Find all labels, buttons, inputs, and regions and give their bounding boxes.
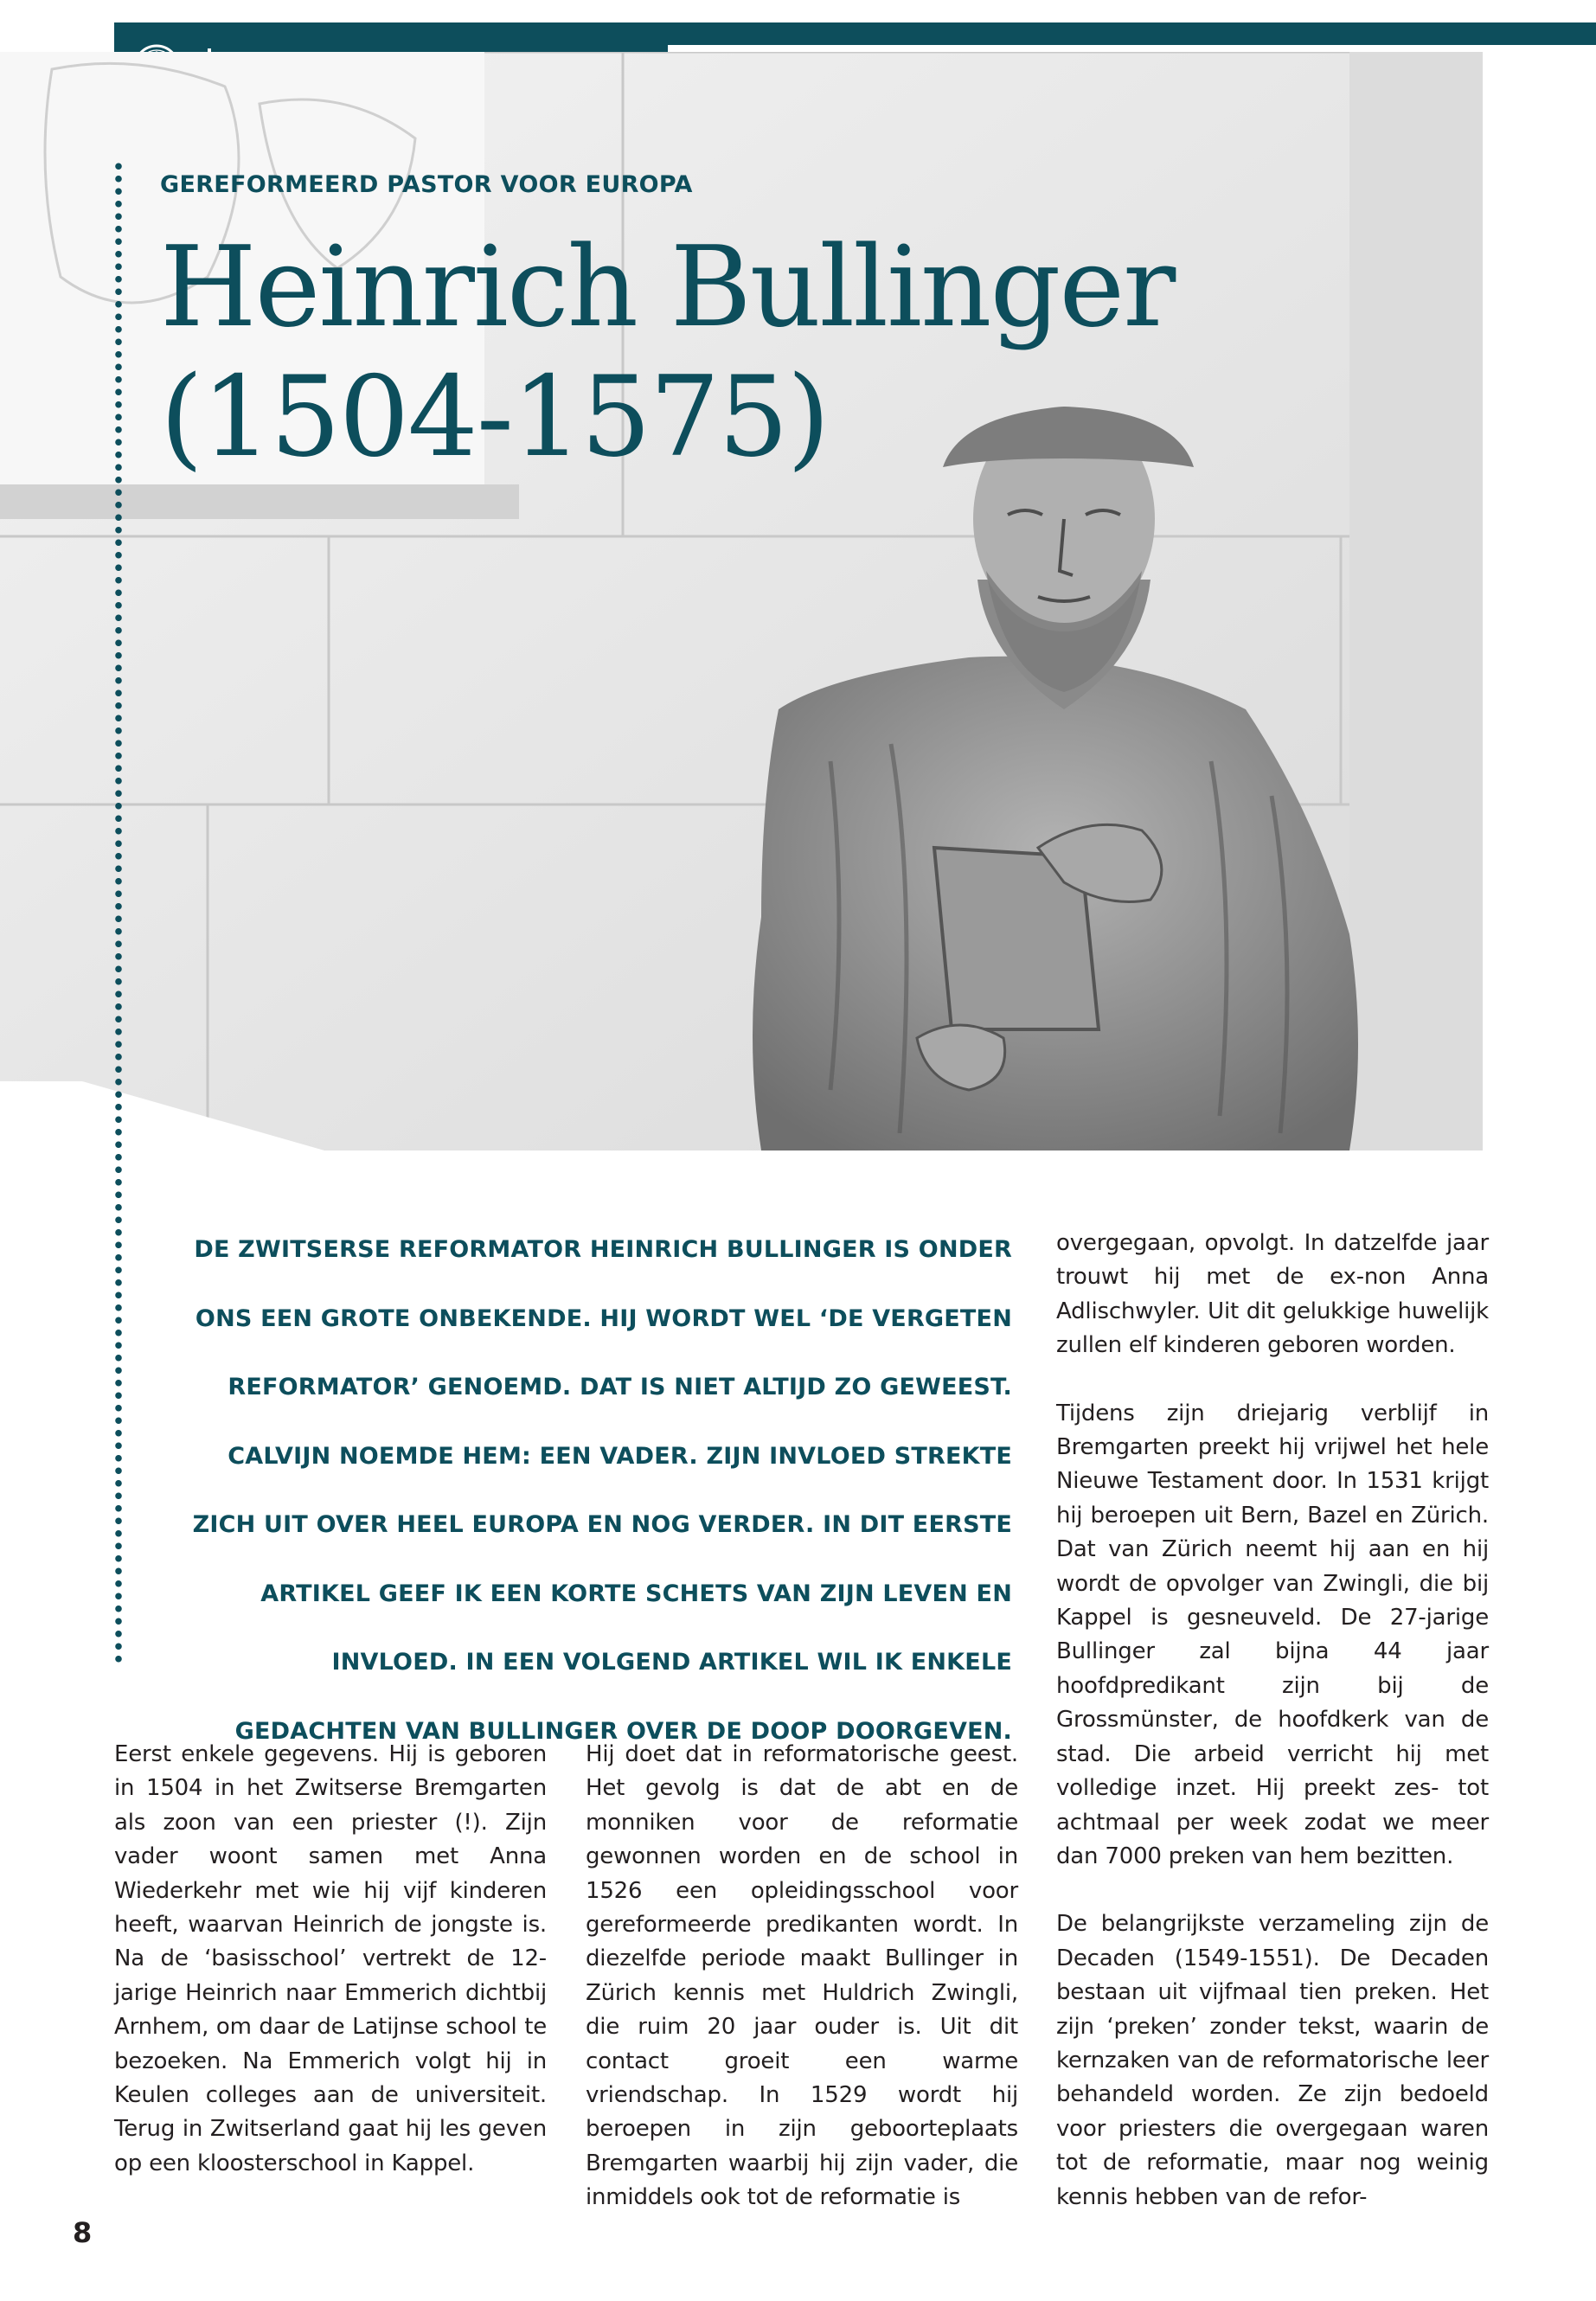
- dotted-rule: [114, 160, 123, 1665]
- body-paragraph: Eerst enkele gegevens. Hij is geboren in 1504 in het Zwitserse Bremgarten als zoon van een priester (!). Zijn vader woont samen met Anna Wiederkehr met wie hij vijf kinderen heeft, waarvan Heinrich de jongste is. Na de ‘basisschool’ vertrekt de 12-jarige Heinrich naar Emmerich dichtbij Arnhem, om daar de Latijnse school te bezoeken. Na Emmerich volgt hij in Keulen colleges aan de universiteit. Terug in Zwitserland gaat hij les geven op een kloosterschool in Kappel.: [114, 1741, 547, 2176]
- top-rule: [545, 22, 1596, 45]
- body-paragraph: Tijdens zijn driejarig verblijf in Bremgarten preekt hij vrijwel het hele Nieuwe Testament door. In 1531 krijgt hij beroepen uit Bern, Bazel en Zürich. Dat van Zürich neemt hij aan en hij wordt de opvolger van Zwingli, die bij Kappel is gesneuveld. De 27-jarige Bullinger zal bijna 44 jaar hoofdpredikant zijn bij de Grossmünster, de hoofdkerk van de stad. Die arbeid verricht hij met volledige inzet. Hij preekt zes- tot achtmaal per week zodat we meer dan 7000 preken van hem bezitten.: [1056, 1400, 1489, 1869]
- title-line-2: (1504-1575): [160, 353, 829, 482]
- body-column-2: [586, 1738, 1018, 2215]
- title-line-1: Heinrich Bullinger: [160, 223, 1175, 352]
- body-paragraph: Hij doet dat in reformatorische geest. Het gevolg is dat de abt en de monniken voor de reformatie gewonnen worden en de school in 1526 een opleidingsschool voor gereformeerde predikanten wordt. In diezelfde periode maakt Bullinger in Zürich kennis met Huldrich Zwingli, die ruim 20 jaar ouder is. Uit dit contact groeit een warme vriendschap. In 1529 wordt hij beroepen in zijn geboorteplaats Bremgarten waarbij hij zijn vader, die inmiddels ook tot de reformatie is: [586, 1741, 1018, 2211]
- body-paragraph: De belangrijkste verzameling zijn de Decaden (1549-1551). De Decaden bestaan uit vijfmaal tien preken. Het zijn ‘preken’ zonder tekst, waarin de kernzaken van de reformatorische leer behandeld worden. Ze zijn bedoeld voor priesters die overgegaan waren tot de reformatie, maar nog weinig kennis hebben van de refor-: [1056, 1911, 1489, 2210]
- body-paragraph: overgegaan, opvolgt. In datzelfde jaar trouwt hij met de ex-non Anna Adlischwyler. Uit dit gelukkige huwelijk zullen elf kinderen geboren worden.: [1056, 1230, 1489, 1359]
- body-column-3: [1056, 1227, 1489, 2214]
- kicker: GEREFORMEERD PASTOR VOOR EUROPA: [160, 171, 693, 198]
- bullinger-relief-photo: [0, 52, 1483, 1150]
- article-title: [160, 223, 1198, 483]
- lead-paragraph: DE ZWITSERSE REFORMATOR HEINRICH BULLINGER IS ONDER ONS EEN GROTE ONBEKENDE. HIJ WORDT WEL ‘DE VERGETEN REFORMATOR’ GENOEMD. DAT IS NIET ALTIJD ZO GEWEEST. CALVIJN NOEMDE HEM: EEN VADER. ZIJN INVLOED STREKTE ZICH UIT OVER HEEL EUROPA EN NOG VERDER. IN DIT EERSTE ARTIKEL GEEF IK EEN KORTE SCHETS VAN ZIJN LEVEN EN INVLOED. IN EEN VOLGEND ARTIKEL WIL IK ENKELE GEDACHTEN VAN BULLINGER OVER DE DOOP DOORGEVEN.: [192, 1236, 1012, 1745]
- page-number: 8: [73, 2216, 93, 2249]
- body-column-1: [114, 1738, 547, 2181]
